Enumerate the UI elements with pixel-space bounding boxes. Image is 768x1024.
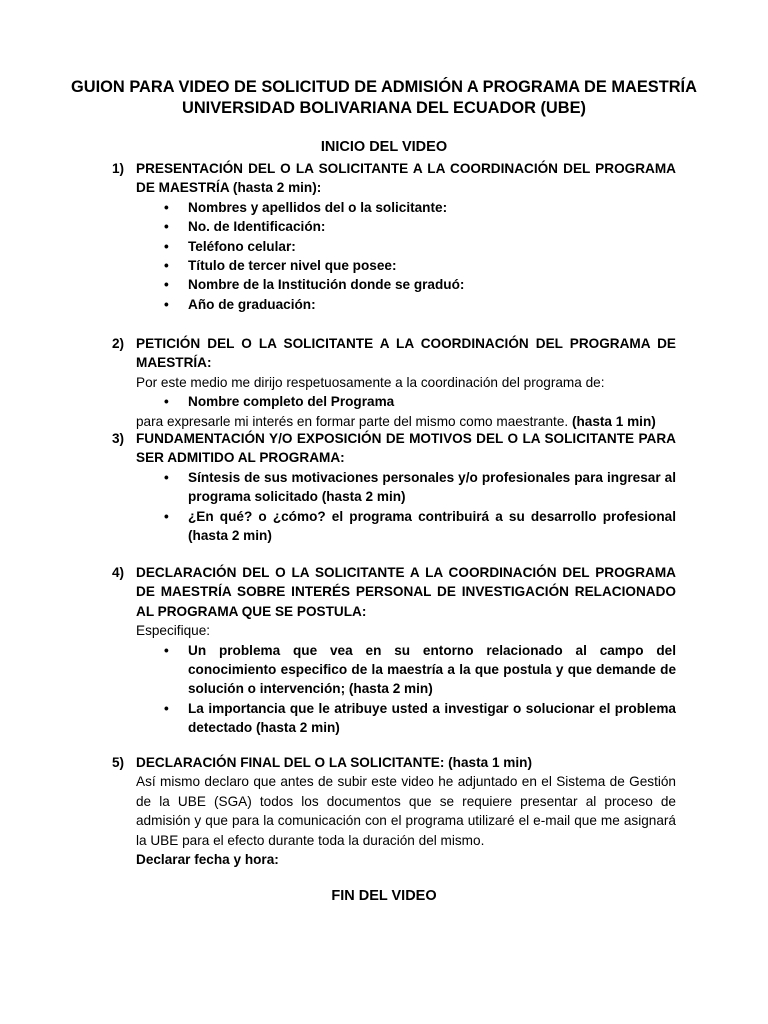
section-title: PRESENTACIÓN DEL O LA SOLICITANTE A LA COORDINACIÓN DEL PROGRAMA DE MAESTRÍA (hasta 2 min): bbox=[136, 161, 676, 196]
section-number: 1) bbox=[112, 161, 125, 176]
list-item: • No. de Identificación: bbox=[188, 217, 676, 236]
closing-time: (hasta 1 min) bbox=[571, 413, 656, 429]
closing-text: para expresarle mi interés en formar parte del mismo como maestrante. bbox=[136, 413, 569, 429]
section-5 bbox=[112, 753, 676, 869]
section-number: 5) bbox=[112, 755, 125, 770]
list-item: • Título de tercer nivel que posee: bbox=[188, 256, 676, 275]
section-intro: Por este medio me dirijo respetuosamente a la coordinación del programa de: bbox=[136, 374, 605, 390]
section-title: DECLARACIÓN DEL O LA SOLICITANTE A LA COORDINACIÓN DEL PROGRAMA DE MAESTRÍA SOBRE INTERÉS PERSONAL DE INVESTIGACIÓN RELACIONADO AL PROGRAMA QUE SE POSTULA: bbox=[136, 565, 676, 619]
document-title-line-1: GUION PARA VIDEO DE SOLICITUD DE ADMISIÓN A PROGRAMA DE MAESTRÍA bbox=[71, 78, 697, 96]
start-heading: INICIO DEL VIDEO bbox=[320, 139, 448, 155]
list-item: • Nombres y apellidos del o la solicitante: bbox=[188, 198, 676, 217]
list-item: • Nombre de la Institución donde se graduó: bbox=[188, 275, 676, 294]
section-number: 3) bbox=[112, 431, 125, 446]
section-title: FUNDAMENTACIÓN Y/O EXPOSICIÓN DE MOTIVOS DEL O LA SOLICITANTE PARA SER ADMITIDO AL PROGRAMA: bbox=[136, 431, 676, 466]
list-item: • Nombre completo del Programa bbox=[188, 392, 676, 411]
section-1 bbox=[112, 159, 676, 314]
document-title-line-2: UNIVERSIDAD BOLIVARIANA DEL ECUADOR (UBE) bbox=[181, 99, 586, 117]
section-2 bbox=[112, 334, 676, 431]
section-number: 2) bbox=[112, 336, 125, 351]
list-item: • Un problema que vea en su entorno relacionado al campo del conocimiento especifico de la maestría a la que postula y que demande de solución o intervención; (hasta 2 min) bbox=[188, 641, 676, 699]
list-item: • Síntesis de sus motivaciones personales y/o profesionales para ingresar al programa solicitado (hasta 2 min) bbox=[188, 468, 676, 507]
list-item: • Año de graduación: bbox=[188, 295, 676, 314]
section-closing: Declarar fecha y hora: bbox=[136, 852, 279, 868]
list-item: • ¿En qué? o ¿cómo? el programa contribuirá a su desarrollo profesional (hasta 2 min) bbox=[188, 507, 676, 546]
section-title: DECLARACIÓN FINAL DEL O LA SOLICITANTE: (hasta 1 min) bbox=[136, 755, 532, 770]
list-item: • La importancia que le atribuye usted a investigar o solucionar el problema detectado (hasta 2 min) bbox=[188, 699, 676, 738]
section-intro: Especifique: bbox=[136, 623, 211, 639]
section-body: Así mismo declaro que antes de subir este video he adjuntado en el Sistema de Gestión de la UBE (SGA) todos los documentos que se requiere presentar al proceso de admisión y que para la comunicación con el programa utilizaré el e-mail que me asignará la UBE para el efecto durante toda la duración del mismo. bbox=[136, 774, 676, 848]
section-title: PETICIÓN DEL O LA SOLICITANTE A LA COORDINACIÓN DEL PROGRAMA DE MAESTRÍA: bbox=[136, 336, 676, 371]
section-4 bbox=[112, 563, 676, 738]
section-3 bbox=[112, 429, 676, 545]
list-item: • Teléfono celular: bbox=[188, 237, 676, 256]
end-heading: FIN DEL VIDEO bbox=[331, 888, 437, 904]
section-number: 4) bbox=[112, 565, 125, 580]
